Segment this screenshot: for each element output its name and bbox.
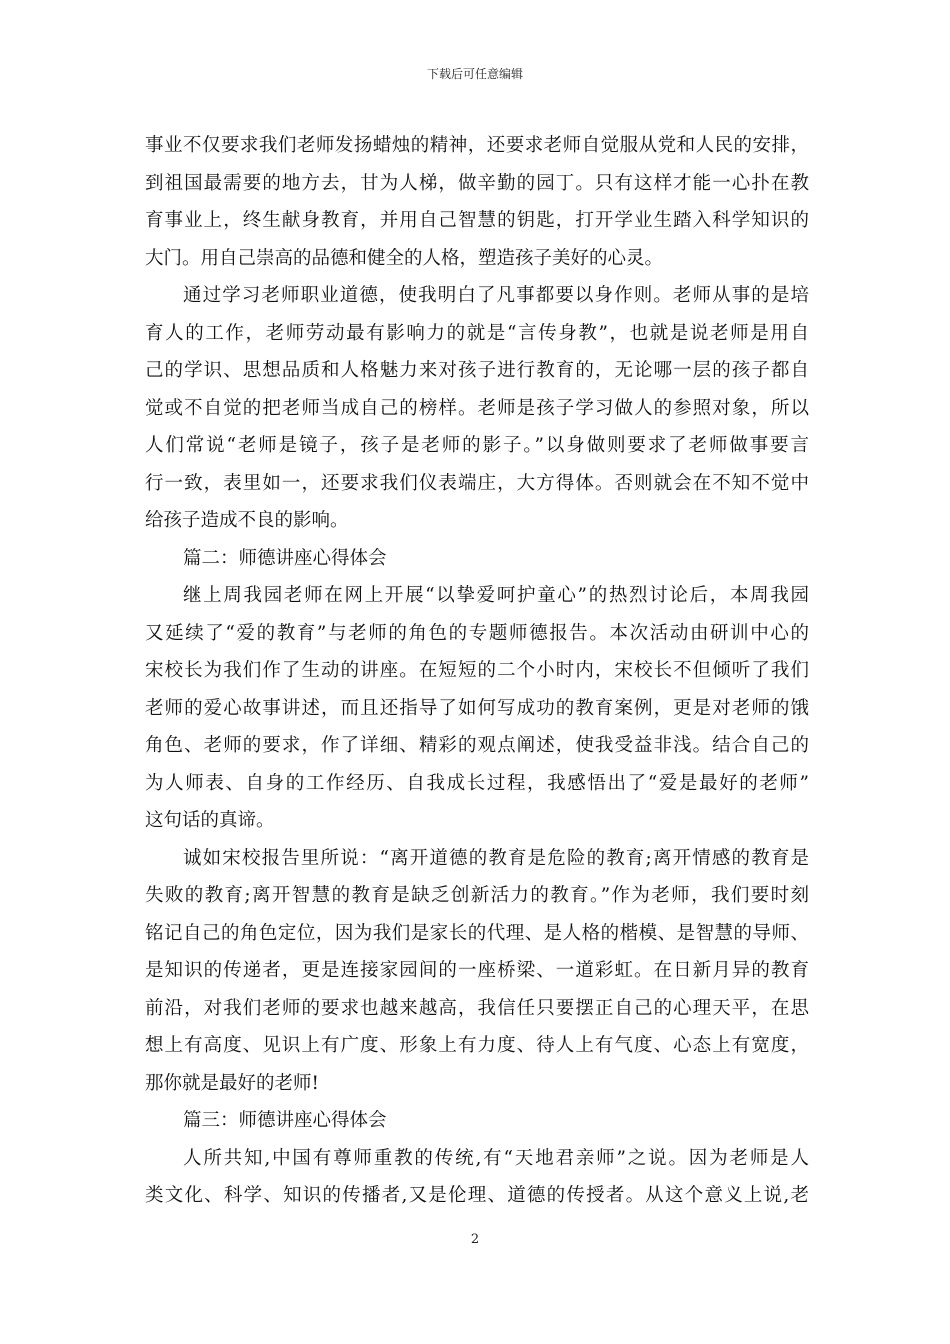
- text-line: 大门。用自己崇高的品德和健全的人格，塑造孩子美好的心灵。: [145, 247, 664, 269]
- heading-text: 篇二：师德讲座心得体会: [183, 547, 387, 569]
- text-line: 为人师表、自身的工作经历、自我成长过程，我感悟出了“爱是最好的老师”: [145, 772, 809, 794]
- paragraph: [145, 1140, 809, 1215]
- text-line: 通过学习老师职业道德，使我明白了凡事都要以身作则。老师从事的是培: [183, 285, 809, 306]
- text-line: 育人的工作，老师劳动最有影响力的就是“言传身教”，也就是说老师是用自: [145, 322, 809, 344]
- text-line: 这句话的真谛。: [145, 810, 275, 831]
- text-line: 角色、老师的要求，作了详细、精彩的观点阐述，使我受益非浅。结合自己的: [145, 735, 809, 756]
- text-line: 事业不仅要求我们老师发扬蜡烛的精神，还要求老师自觉服从党和人民的安排，: [145, 135, 809, 156]
- paragraph: [145, 127, 809, 277]
- text-line: 行一致，表里如一，还要求我们仪表端庄，大方得体。否则就会在不知不觉中: [145, 472, 809, 494]
- text-line: 己的学识、思想品质和人格魅力来对孩子进行教育的，无论哪一层的孩子都自: [145, 360, 809, 381]
- text-line: 想上有高度、见识上有广度、形象上有力度、待人上有气度、心态上有宽度，: [145, 1035, 809, 1056]
- text-line: 继上周我园老师在网上开展“以挚爱呵护童心”的热烈讨论后，本周我园: [183, 585, 809, 606]
- heading-text: 篇三：师德讲座心得体会: [183, 1110, 387, 1131]
- text-line: 类文化、科学、知识的传播者,又是伦理、道德的传授者。从这个意义上说,老: [145, 1185, 809, 1206]
- text-line: 是知识的传递者，更是连接家园间的一座桥梁、一道彩虹。在日新月异的教育: [145, 960, 809, 981]
- document-body: [145, 127, 809, 1215]
- text-line: 人所共知,中国有尊师重教的传统,有“天地君亲师”之说。因为老师是人: [183, 1147, 809, 1169]
- text-line: 那你就是最好的老师!: [145, 1072, 319, 1094]
- text-line: 人们常说“老师是镜子，孩子是老师的影子。”以身做则要求了老师做事要言: [145, 435, 809, 456]
- paragraph: [145, 277, 809, 540]
- text-line: 前沿，对我们老师的要求也越来越高，我信任只要摆正自己的心理天平，在思: [145, 997, 809, 1019]
- text-line: 诚如宋校报告里所说：“离开道德的教育是危险的教育;离开情感的教育是: [183, 847, 809, 869]
- paragraph: [145, 840, 809, 1103]
- text-line: 育事业上，终生献身教育，并用自己智慧的钥匙，打开学业生踏入科学知识的: [145, 210, 809, 231]
- text-line: 又延续了“爱的教育”与老师的角色的专题师德报告。本次活动由研训中心的: [145, 622, 809, 644]
- text-line: 铭记自己的角色定位，因为我们是家长的代理、是人格的楷模、是智慧的导师、: [145, 922, 809, 944]
- text-line: 老师的爱心故事讲述，而且还指导了如何写成功的教育案例，更是对老师的饿: [145, 697, 809, 719]
- page-header: 下载后可任意编辑: [426, 67, 523, 81]
- page-number: 2: [470, 1232, 480, 1247]
- text-line: 给孩子造成不良的影响。: [145, 510, 349, 531]
- section-heading: [145, 1102, 809, 1140]
- text-line: 宋校长为我们作了生动的讲座。在短短的二个小时内，宋校长不但倾听了我们: [145, 660, 809, 681]
- text-line: 失败的教育;离开智慧的教育是缺乏创新活力的教育。”作为老师，我们要时刻: [145, 885, 809, 906]
- text-line: 到祖国最需要的地方去，甘为人梯，做辛勤的园丁。只有这样才能一心扑在教: [145, 172, 809, 194]
- paragraph: [145, 577, 809, 840]
- section-heading: [145, 540, 809, 578]
- text-line: 觉或不自觉的把老师当成自己的榜样。老师是孩子学习做人的参照对象，所以: [145, 397, 809, 419]
